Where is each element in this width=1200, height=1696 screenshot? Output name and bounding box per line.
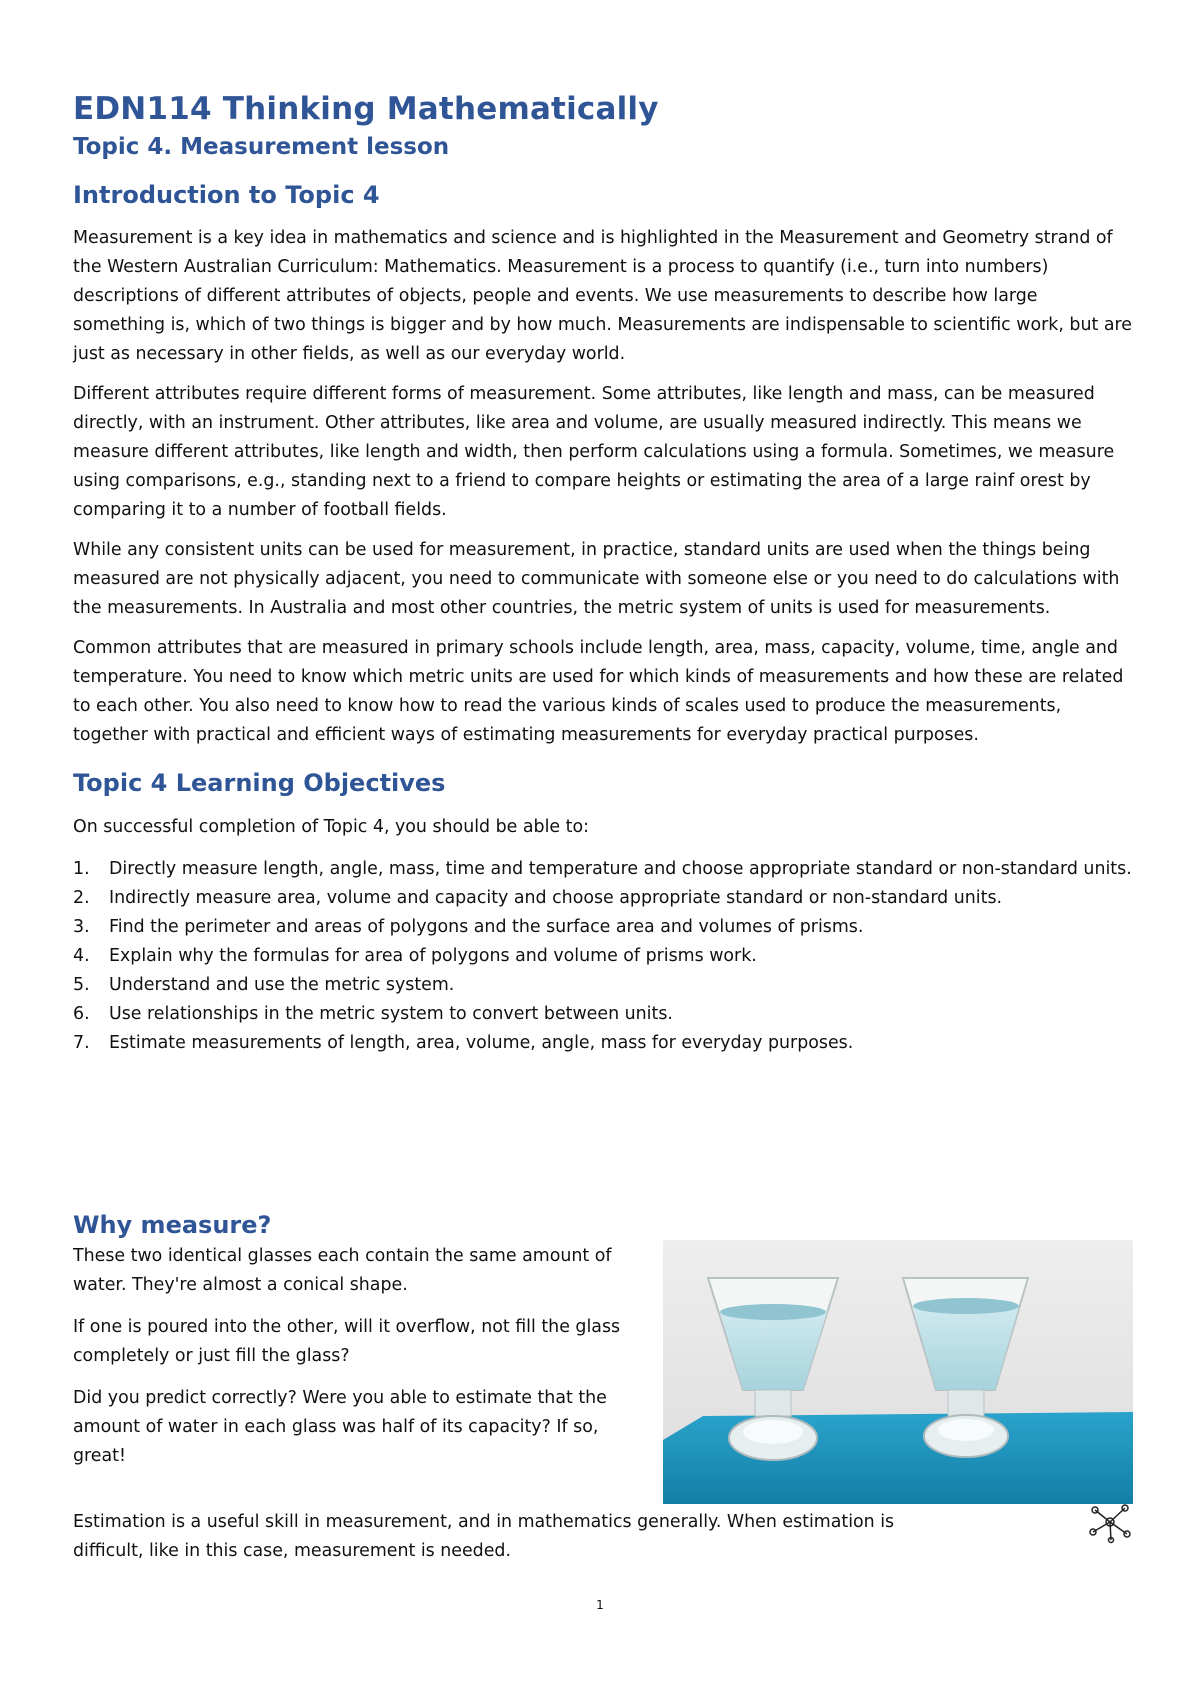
list-item: [73, 942, 1133, 971]
why-paragraph: Did you predict correctly? Were you able to estimate that the amount of water in each glass was half of its capacity? If so, great!: [73, 1388, 607, 1466]
list-text: Directly measure length, angle, mass, time and temperature and choose appropriate standard or non-standard units.: [109, 859, 1132, 879]
why-text-column: [73, 1242, 643, 1471]
list-text: Indirectly measure area, volume and capacity and choose appropriate standard or non-standard units.: [109, 888, 1003, 908]
why-paragraph: These two identical glasses each contain the same amount of water. They're almost a conical shape.: [73, 1246, 612, 1295]
list-item: [73, 855, 1133, 884]
why-paragraph: If one is poured into the other, will it overflow, not fill the glass completely or just fill the glass?: [73, 1317, 621, 1366]
list-number: 5.: [73, 975, 90, 995]
list-text: Understand and use the metric system.: [109, 975, 455, 995]
page-content: [73, 88, 1133, 1058]
network-molecule-icon: [1085, 1500, 1135, 1544]
intro-paragraph: Common attributes that are measured in primary schools include length, area, mass, capacity, volume, time, angle and temperature. You need to know which metric units are used for which kinds of measurements and how these are related to each other. You also need to know how to read the various kinds of scales used to produce the measurements, together with practical and efficient ways of estimating measurements for everyday practical purposes.: [73, 638, 1124, 745]
list-text: Use relationships in the metric system to convert between units.: [109, 1004, 673, 1024]
list-text: Explain why the formulas for area of polygons and volume of prisms work.: [109, 946, 757, 966]
document-title: EDN114 Thinking Mathematically: [73, 91, 659, 127]
estimation-paragraph: Estimation is a useful skill in measurement, and in mathematics generally. When estimation is difficult, like in this case, measurement is needed.: [73, 1512, 895, 1561]
list-number: 4.: [73, 946, 90, 966]
objectives-intro: On successful completion of Topic 4, you should be able to:: [73, 817, 589, 837]
glasses-photo: [663, 1240, 1133, 1504]
intro-paragraph: Different attributes require different forms of measurement. Some attributes, like length and mass, can be measured directly, with an instrument. Other attributes, like area and volume, are usually measured indirectly. This means we measure different attributes, like length and width, then perform calculations using a formula. Sometimes, we measure using comparisons, e.g., standing next to a friend to compare heights or estimating the area of a large rainf orest by comparing it to a number of football fields.: [73, 384, 1115, 520]
list-item: [73, 884, 1133, 913]
estimation-paragraph-block: [73, 1508, 953, 1566]
list-item: [73, 1000, 1133, 1029]
list-item: [73, 1029, 1133, 1058]
objectives-list: [73, 855, 1133, 1058]
list-text: Estimate measurements of length, area, volume, angle, mass for everyday purposes.: [109, 1033, 854, 1053]
list-number: 2.: [73, 888, 90, 908]
intro-paragraph: Measurement is a key idea in mathematics and science and is highlighted in the Measurement and Geometry strand of the Western Australian Curriculum: Mathematics. Measurement is a process to quantify (i.e., turn into numbers) descriptions of different attributes of objects, people and events. We use measurements to describe how large something is, which of two things is bigger and by how much. Measurements are indispensable to scientific work, but are just as necessary in other fields, as well as our everyday world.: [73, 228, 1132, 364]
document-subtitle: Topic 4. Measurement lesson: [73, 134, 450, 160]
why-heading: Why measure?: [73, 1211, 272, 1239]
list-number: 6.: [73, 1004, 90, 1024]
list-number: 1.: [73, 859, 90, 879]
list-number: 7.: [73, 1033, 90, 1053]
list-item: [73, 971, 1133, 1000]
page-number: 1: [596, 1598, 604, 1612]
list-text: Find the perimeter and areas of polygons and the surface area and volumes of prisms.: [109, 917, 864, 937]
list-item: [73, 913, 1133, 942]
intro-paragraph: While any consistent units can be used for measurement, in practice, standard units are used when the things being measured are not physically adjacent, you need to communicate with someone else or you need to do calculations with the measurements. In Australia and most other countries, the metric system of units is used for measurements.: [73, 540, 1120, 618]
objectives-heading: Topic 4 Learning Objectives: [73, 769, 446, 797]
list-number: 3.: [73, 917, 90, 937]
intro-heading: Introduction to Topic 4: [73, 181, 380, 209]
